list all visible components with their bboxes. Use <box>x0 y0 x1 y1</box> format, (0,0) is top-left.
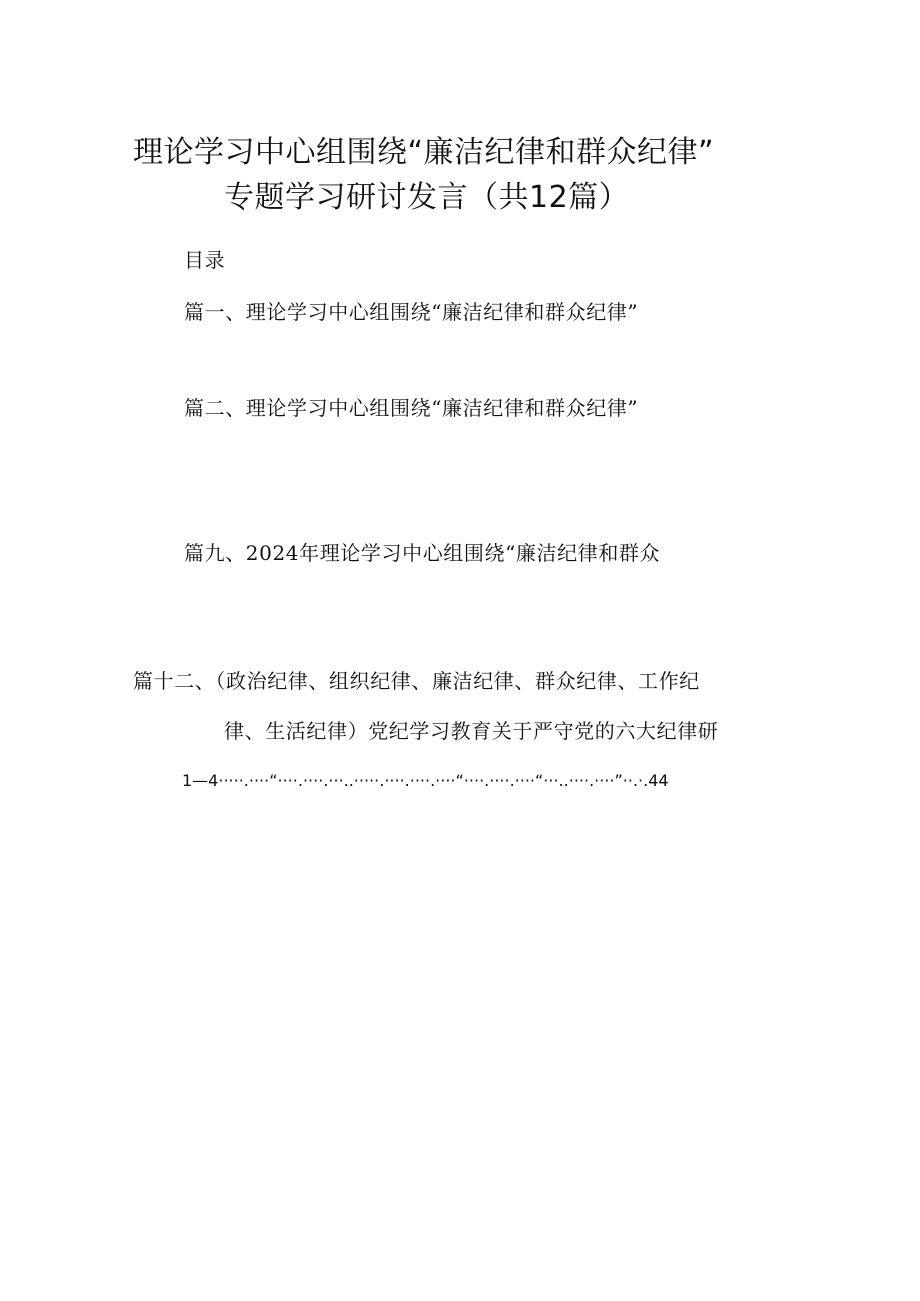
toc-entry-1[interactable]: 篇一、理论学习中心组围绕“廉洁纪律和群众纪律” <box>184 300 639 324</box>
document-title-line-1: 理论学习中心组围绕“廉洁纪律和群众纪律” <box>133 135 715 170</box>
toc-entry-2[interactable]: 篇二、理论学习中心组围绕“廉洁纪律和群众纪律” <box>184 396 639 420</box>
toc-leader-line: 1—4·····.····“····.····.···..·····.····.····.····“····.····.····“···..····.····”··.·.44 <box>182 771 669 790</box>
document-title-line-2: 专题学习研讨发言（共12篇） <box>224 180 630 215</box>
toc-heading: 目录 <box>184 248 226 272</box>
toc-entry-12-line-1[interactable]: 篇十二、（政治纪律、组织纪律、廉洁纪律、群众纪律、工作纪 <box>133 669 700 693</box>
toc-entry-9[interactable]: 篇九、2024年理论学习中心组围绕“廉洁纪律和群众 <box>184 541 661 565</box>
toc-entry-12-line-2[interactable]: 律、生活纪律）党纪学习教育关于严守党的六大纪律研 <box>224 719 719 743</box>
